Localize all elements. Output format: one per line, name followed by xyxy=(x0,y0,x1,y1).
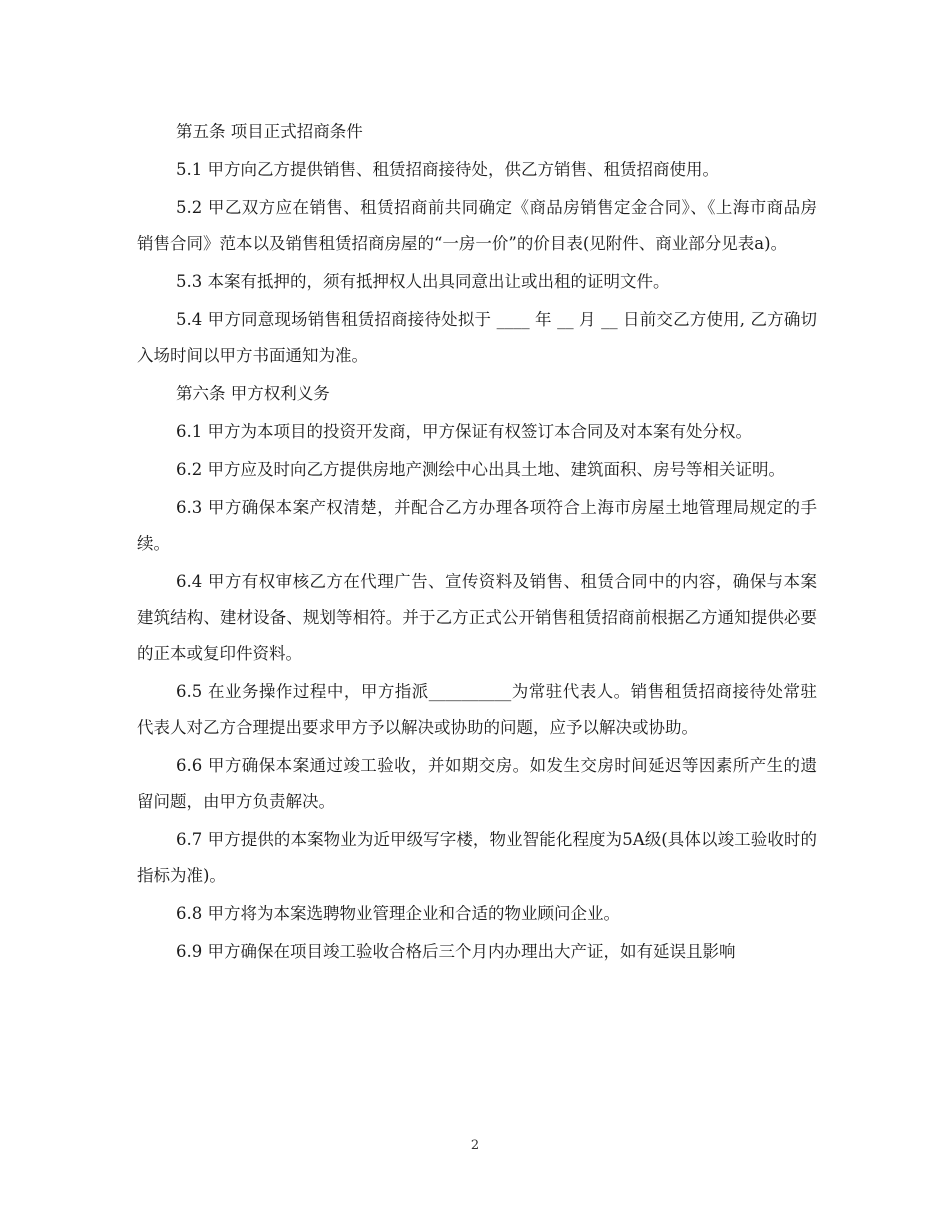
clause-5-1: 5.1 甲方向乙方提供销售、租赁招商接待处，供乙方销售、租赁招商使用。 xyxy=(176,160,719,179)
clause-5-4: 5.4 甲方同意现场销售租赁招商接待处拟于 ____ 年 __ 月 __ 日前交乙方使用, 乙方确切入场时间以甲方书面通知为准。 xyxy=(137,310,817,365)
clause-6-7: 6.7 甲方提供的本案物业为近甲级写字楼，物业智能化程度为5A级(具体以竣工验收时的指标为准)。 xyxy=(137,830,817,885)
clause-6-8: 6.8 甲方将为本案选聘物业管理企业和合适的物业顾问企业。 xyxy=(176,904,620,923)
clause-6-6: 6.6 甲方确保本案通过竣工验收，并如期交房。如发生交房时间延迟等因素所产生的遗留问题，由甲方负责解决。 xyxy=(137,756,817,811)
clause-6-4: 6.4 甲方有权审核乙方在代理广告、宣传资料及销售、租赁合同中的内容，确保与本案建筑结构、建材设备、规划等相符。并于乙方正式公开销售租赁招商前根据乙方通知提供必要的正本或复印件资料。 xyxy=(137,572,817,663)
section-heading-6: 第六条 甲方权利义务 xyxy=(176,384,330,403)
clause-6-2: 6.2 甲方应及时向乙方提供房地产测绘中心出具土地、建筑面积、房号等相关证明。 xyxy=(176,460,785,479)
clause-5-3: 5.3 本案有抵押的，须有抵押权人出具同意出让或出租的证明文件。 xyxy=(176,272,670,291)
clause-6-1: 6.1 甲方为本项目的投资开发商，甲方保证有权签订本合同及对本案有处分权。 xyxy=(176,422,752,441)
clause-6-3: 6.3 甲方确保本案产权清楚，并配合乙方办理各项符合上海市房屋土地管理局规定的手续。 xyxy=(137,498,817,553)
section-heading-5: 第五条 项目正式招商条件 xyxy=(176,122,363,141)
clause-6-9: 6.9 甲方确保在项目竣工验收合格后三个月内办理出大产证，如有延误且影响 xyxy=(176,942,736,961)
document-body xyxy=(137,114,817,972)
clause-5-2: 5.2 甲乙双方应在销售、租赁招商前共同确定《商品房销售定金合同》、《上海市商品房销售合同》范本以及销售租赁招商房屋的“一房一价”的价目表(见附件、商业部分见表a)。 xyxy=(137,198,817,253)
page-number: 2 xyxy=(470,1138,480,1153)
clause-6-5: 6.5 在业务操作过程中，甲方指派__________为常驻代表人。销售租赁招商接待处常驻代表人对乙方合理提出要求甲方予以解决或协助的问题，应予以解决或协助。 xyxy=(137,682,817,737)
